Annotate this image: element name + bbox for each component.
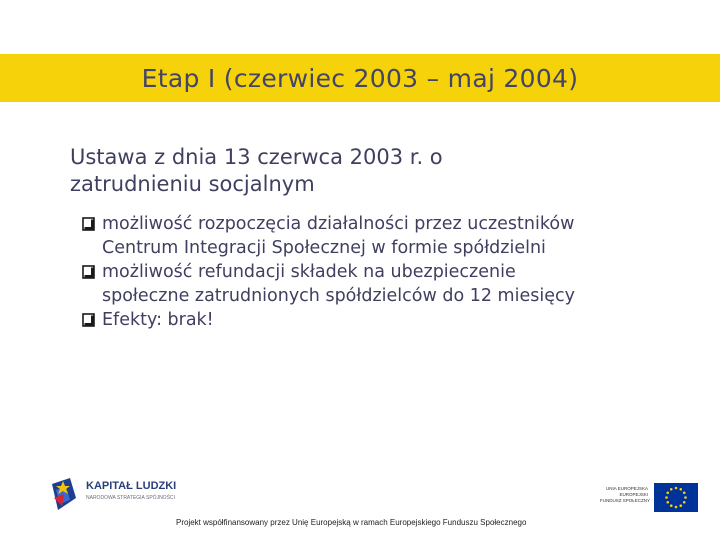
bullet-item-1 — [82, 212, 702, 260]
bullet-2-line-2: społeczne zatrudnionych spółdzielców do 12 miesięcy — [102, 286, 575, 306]
heading-line-1: Ustawa z dnia 13 czerwca 2003 r. o — [70, 145, 443, 169]
checkbox-icon — [82, 313, 95, 327]
bullet-2-line-1: możliwość refundacji składek na ubezpieczenie — [102, 262, 516, 282]
checkbox-icon — [82, 217, 95, 231]
bullet-1-line-1: możliwość rozpoczęcia działalności przez uczestników — [102, 214, 575, 234]
logo-subtitle: NARODOWA STRATEGIA SPÓJNOŚCI — [86, 495, 175, 501]
slide-heading — [70, 144, 670, 198]
bullet-item-3 — [82, 308, 702, 332]
eu-text-line-3: FUNDUSZ SPOŁECZNY — [600, 498, 651, 503]
eu-logo-text — [600, 486, 651, 504]
title-bar — [0, 54, 720, 102]
logo-title: KAPITAŁ LUDZKI — [86, 480, 177, 492]
bullet-list — [82, 212, 702, 332]
eu-flag-icon — [654, 483, 698, 512]
heading-line-2: zatrudnieniu socjalnym — [70, 172, 315, 196]
eu-logo — [598, 483, 698, 513]
bullet-3-line-1: Efekty: brak! — [102, 310, 214, 330]
eu-text-line-1: UNIA EUROPEJSKA — [605, 486, 648, 491]
bullet-item-2 — [82, 260, 702, 308]
checkbox-icon — [82, 265, 95, 279]
eu-text-line-2: EUROPEJSKI — [619, 492, 648, 497]
bullet-1-line-2: Centrum Integracji Społecznej w formie spółdzielni — [102, 238, 546, 258]
slide-title: Etap I (czerwiec 2003 – maj 2004) — [141, 63, 579, 93]
kapital-ludzki-mark-icon — [50, 476, 78, 512]
footer-note: Projekt współfinansowany przez Unię Europejską w ramach Europejskiego Funduszu Społecznego — [176, 518, 527, 527]
kapital-ludzki-logo — [50, 474, 190, 514]
